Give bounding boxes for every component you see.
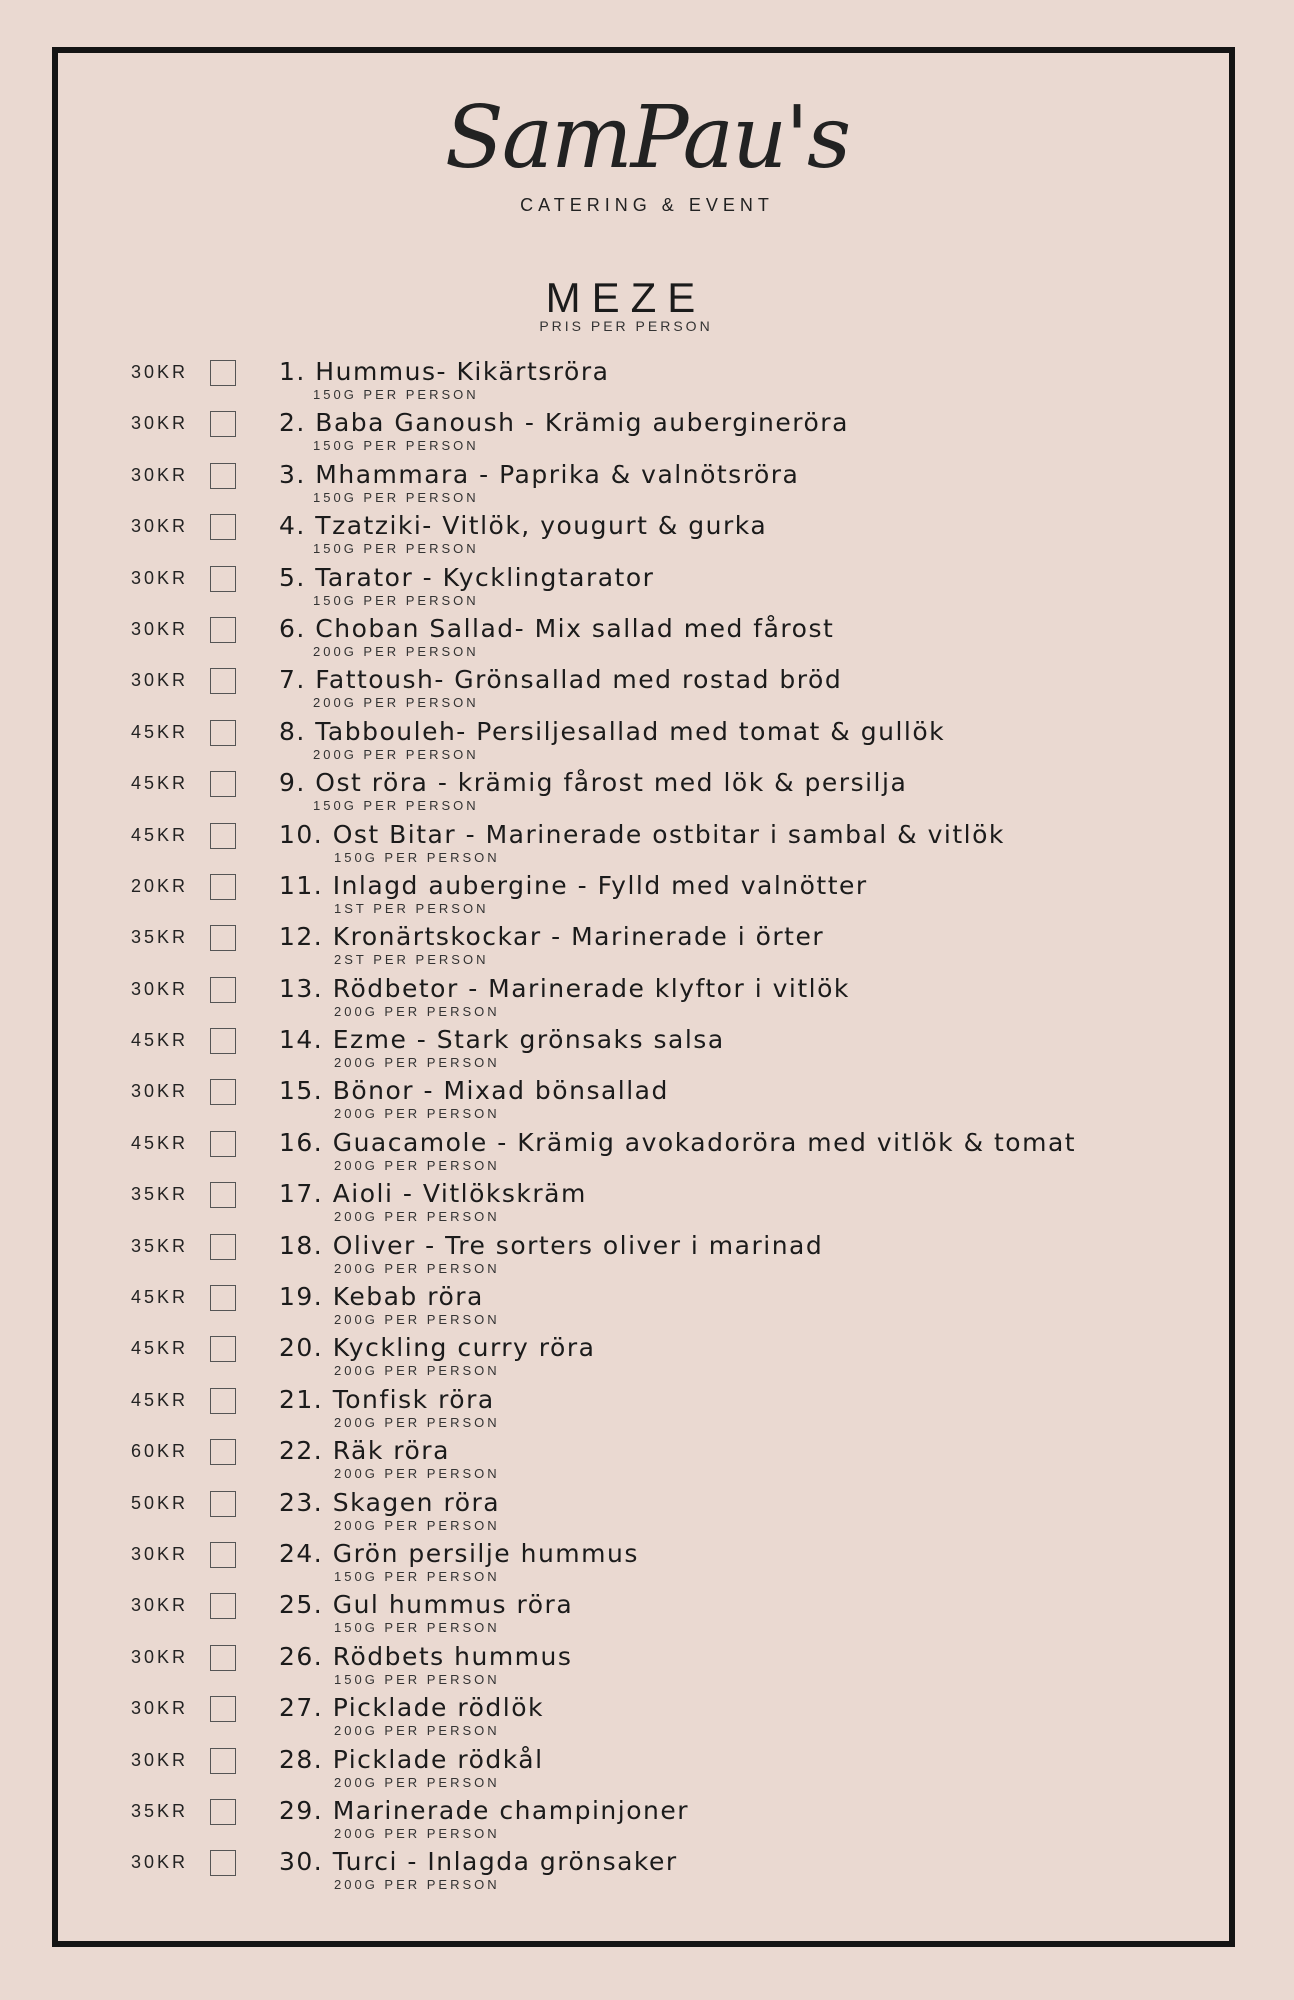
item-price: 45KR — [131, 1030, 189, 1051]
item-portion: 150G PER PERSON — [313, 438, 479, 454]
item-name: 9. Ost röra - krämig fårost med lök & persilja — [279, 768, 908, 798]
item-name: 17. Aioli - Vitlökskräm — [279, 1179, 587, 1209]
item-name: 25. Gul hummus röra — [279, 1590, 574, 1620]
item-price: 30KR — [131, 1852, 189, 1873]
item-price: 30KR — [131, 1749, 189, 1770]
menu-item — [0, 974, 1294, 1025]
item-name: 4. Tzatziki- Vitlök, yougurt & gurka — [279, 511, 768, 541]
item-portion: 200G PER PERSON — [334, 1106, 500, 1122]
item-portion: 200G PER PERSON — [334, 1723, 500, 1739]
item-portion: 1ST PER PERSON — [334, 900, 489, 916]
item-checkbox[interactable] — [210, 1593, 236, 1619]
item-price: 45KR — [131, 721, 189, 742]
item-checkbox[interactable] — [210, 1542, 236, 1568]
item-price: 30KR — [131, 464, 189, 485]
item-price: 45KR — [131, 1338, 189, 1359]
item-portion: 200G PER PERSON — [334, 1055, 500, 1071]
item-portion: 200G PER PERSON — [313, 746, 479, 762]
brand-subtitle: CATERING & EVENT — [520, 195, 774, 215]
item-price: 35KR — [131, 927, 189, 948]
item-portion: 150G PER PERSON — [334, 1568, 500, 1584]
item-checkbox[interactable] — [210, 977, 236, 1003]
menu-item — [0, 717, 1294, 768]
item-name: 6. Choban Sallad- Mix sallad med fårost — [279, 613, 835, 643]
item-name: 18. Oliver - Tre sorters oliver i marinad — [279, 1230, 824, 1260]
item-price: 30KR — [131, 670, 189, 691]
item-portion: 200G PER PERSON — [313, 695, 479, 711]
item-checkbox[interactable] — [210, 668, 236, 694]
menu-item — [0, 820, 1294, 871]
item-checkbox[interactable] — [210, 1336, 236, 1362]
item-portion: 200G PER PERSON — [334, 1003, 500, 1019]
menu-item — [0, 1488, 1294, 1539]
item-name: 1. Hummus- Kikärtsröra — [279, 357, 610, 386]
item-portion: 200G PER PERSON — [313, 643, 479, 659]
item-name: 8. Tabbouleh- Persiljesallad med tomat & gullök — [279, 716, 946, 746]
item-checkbox[interactable] — [210, 1645, 236, 1671]
item-checkbox[interactable] — [210, 1182, 236, 1208]
item-name: 23. Skagen röra — [279, 1487, 501, 1517]
menu-item — [0, 563, 1294, 614]
item-checkbox[interactable] — [210, 823, 236, 849]
item-name: 20. Kyckling curry röra — [279, 1333, 596, 1363]
item-checkbox[interactable] — [210, 1491, 236, 1517]
menu-item — [0, 871, 1294, 922]
menu-item — [0, 1642, 1294, 1693]
item-checkbox[interactable] — [210, 1799, 236, 1825]
menu-item — [0, 1539, 1294, 1590]
menu-list — [0, 357, 1294, 1899]
item-portion: 200G PER PERSON — [334, 1157, 500, 1173]
item-name: 5. Tarator - Kycklingtarator — [279, 562, 655, 592]
item-name: 29. Marinerade champinjoner — [279, 1795, 690, 1825]
menu-item — [0, 1847, 1294, 1898]
item-name: 28. Picklade rödkål — [279, 1744, 544, 1774]
item-price: 60KR — [131, 1441, 189, 1462]
item-checkbox[interactable] — [210, 1234, 236, 1260]
item-price: 30KR — [131, 567, 189, 588]
item-checkbox[interactable] — [210, 874, 236, 900]
item-checkbox[interactable] — [210, 1850, 236, 1876]
brand-name: SamPau's — [444, 88, 850, 188]
menu-item — [0, 460, 1294, 511]
menu-item — [0, 768, 1294, 819]
item-price: 30KR — [131, 1646, 189, 1667]
item-name: 19. Kebab röra — [279, 1282, 484, 1312]
item-name: 11. Inlagd aubergine - Fylld med valnötter — [279, 870, 868, 900]
item-checkbox[interactable] — [210, 1696, 236, 1722]
item-price: 30KR — [131, 1543, 189, 1564]
item-price: 30KR — [131, 413, 189, 434]
item-checkbox[interactable] — [210, 720, 236, 746]
item-name: 22. Räk röra — [279, 1436, 450, 1466]
menu-item — [0, 1231, 1294, 1282]
item-portion: 150G PER PERSON — [313, 387, 479, 402]
item-name: 30. Turci - Inlagda grönsaker — [279, 1847, 678, 1877]
item-portion: 2ST PER PERSON — [334, 952, 489, 968]
item-price: 45KR — [131, 1287, 189, 1308]
item-checkbox[interactable] — [210, 566, 236, 592]
item-portion: 200G PER PERSON — [334, 1363, 500, 1379]
menu-item — [0, 1745, 1294, 1796]
menu-item — [0, 1076, 1294, 1127]
item-name: 7. Fattoush- Grönsallad med rostad bröd — [279, 665, 843, 695]
item-portion: 150G PER PERSON — [313, 798, 479, 814]
menu-item — [0, 1385, 1294, 1436]
menu-item — [0, 1025, 1294, 1076]
section-subtitle: PRIS PER PERSON — [539, 318, 713, 334]
item-price: 50KR — [131, 1492, 189, 1513]
item-price: 45KR — [131, 773, 189, 794]
menu-item — [0, 511, 1294, 562]
item-name: 24. Grön persilje hummus — [279, 1538, 639, 1568]
item-price: 30KR — [131, 516, 189, 537]
item-checkbox[interactable] — [210, 617, 236, 643]
item-checkbox[interactable] — [210, 1748, 236, 1774]
menu-item — [0, 1128, 1294, 1179]
menu-item — [0, 1796, 1294, 1847]
item-portion: 150G PER PERSON — [313, 489, 479, 505]
item-price: 30KR — [131, 1698, 189, 1719]
menu-item — [0, 1179, 1294, 1230]
item-price: 35KR — [131, 1184, 189, 1205]
item-checkbox[interactable] — [210, 1028, 236, 1054]
item-portion: 200G PER PERSON — [334, 1877, 500, 1893]
item-checkbox[interactable] — [210, 771, 236, 797]
item-checkbox[interactable] — [210, 1439, 236, 1465]
item-price: 30KR — [131, 618, 189, 639]
item-name: 2. Baba Ganoush - Krämig auberginеröra — [279, 408, 849, 438]
item-portion: 200G PER PERSON — [334, 1774, 500, 1790]
menu-item — [0, 1693, 1294, 1744]
item-name: 26. Rödbets hummus — [279, 1641, 573, 1671]
item-portion: 200G PER PERSON — [334, 1517, 500, 1533]
item-checkbox[interactable] — [210, 1079, 236, 1105]
item-price: 30KR — [131, 1081, 189, 1102]
item-name: 3. Mhammara - Paprika & valnötsröra — [279, 459, 800, 489]
item-portion: 150G PER PERSON — [334, 849, 500, 865]
item-name: 27. Picklade rödlök — [279, 1693, 544, 1723]
item-checkbox[interactable] — [210, 1285, 236, 1311]
item-checkbox[interactable] — [210, 514, 236, 540]
item-checkbox[interactable] — [210, 360, 236, 386]
item-portion: 200G PER PERSON — [334, 1209, 500, 1225]
item-portion: 150G PER PERSON — [313, 541, 479, 557]
item-checkbox[interactable] — [210, 1388, 236, 1414]
item-portion: 200G PER PERSON — [334, 1260, 500, 1276]
menu-item — [0, 1282, 1294, 1333]
item-name: 13. Rödbetor - Marinerade klyftor i vitlök — [279, 973, 850, 1003]
menu-item — [0, 1436, 1294, 1487]
menu-item — [0, 408, 1294, 459]
menu-item — [0, 357, 1294, 408]
item-checkbox[interactable] — [210, 463, 236, 489]
item-portion: 200G PER PERSON — [334, 1825, 500, 1841]
item-portion: 150G PER PERSON — [313, 592, 479, 608]
item-portion: 150G PER PERSON — [334, 1620, 500, 1636]
menu-item — [0, 614, 1294, 665]
item-price: 30KR — [131, 1595, 189, 1616]
item-price: 20KR — [131, 875, 189, 896]
item-price: 45KR — [131, 824, 189, 845]
menu-item — [0, 1333, 1294, 1384]
item-name: 21. Tonfisk röra — [279, 1384, 495, 1414]
item-name: 15. Bönor - Mixad bönsallad — [279, 1076, 669, 1106]
item-price: 35KR — [131, 1235, 189, 1256]
item-price: 35KR — [131, 1800, 189, 1821]
item-name: 14. Ezme - Stark grönsaks salsa — [279, 1025, 725, 1055]
item-name: 10. Ost Bitar - Marinerade ostbitar i sambal & vitlök — [279, 819, 1005, 849]
menu-item — [0, 922, 1294, 973]
item-portion: 200G PER PERSON — [334, 1466, 500, 1482]
item-price: 45KR — [131, 1389, 189, 1410]
menu-item — [0, 1590, 1294, 1641]
menu-item — [0, 665, 1294, 716]
item-price: 30KR — [131, 978, 189, 999]
item-checkbox[interactable] — [210, 925, 236, 951]
item-checkbox[interactable] — [210, 411, 236, 437]
item-price: 30KR — [131, 362, 189, 382]
item-portion: 200G PER PERSON — [334, 1414, 500, 1430]
item-name: 16. Guacamole - Krämig avokadoröra med vitlök & tomat — [279, 1127, 1077, 1157]
brand-logo — [0, 88, 1294, 216]
item-price: 45KR — [131, 1132, 189, 1153]
section-title: MEZE — [545, 274, 707, 321]
item-checkbox[interactable] — [210, 1131, 236, 1157]
item-portion: 200G PER PERSON — [334, 1312, 500, 1328]
item-portion: 150G PER PERSON — [334, 1671, 500, 1687]
item-name: 12. Kronärtskockar - Marinerade i örter — [279, 922, 825, 952]
